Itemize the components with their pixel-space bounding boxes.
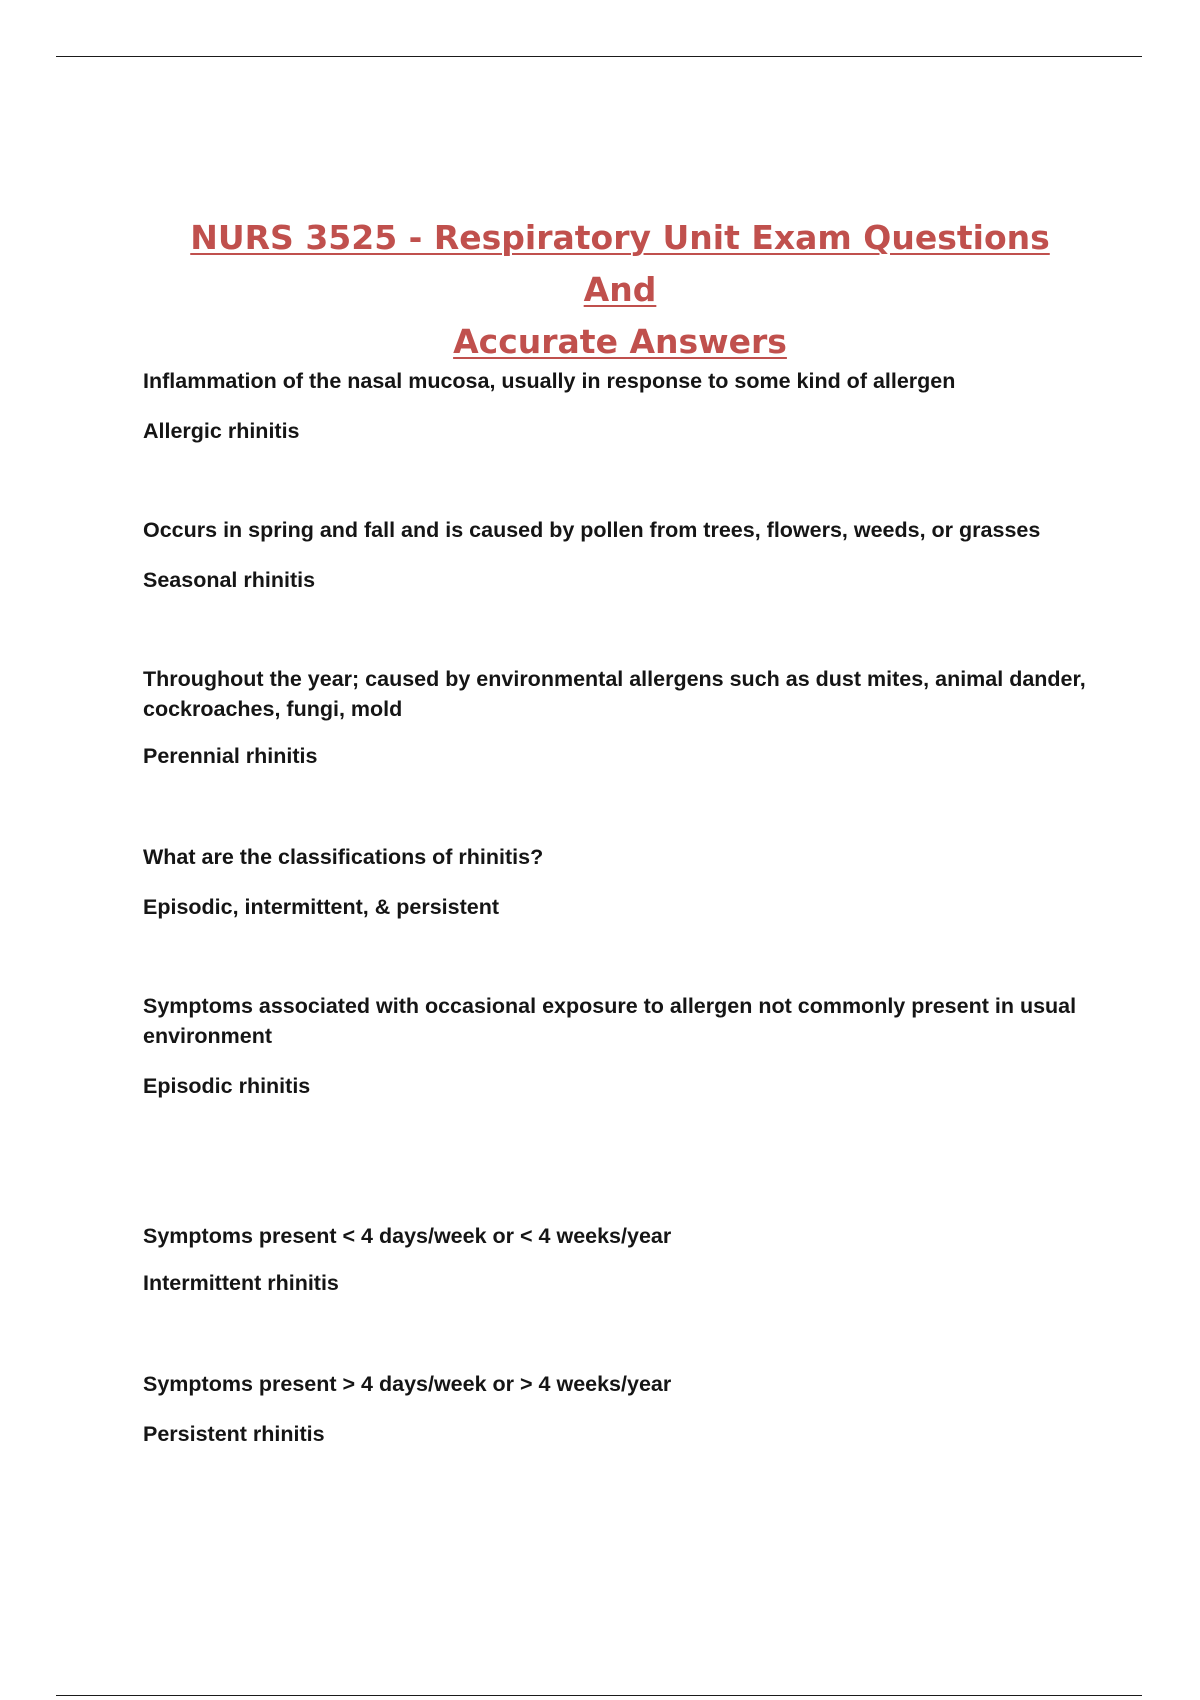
answer-text: Persistent rhinitis — [143, 1422, 325, 1446]
qa-item-5 — [143, 991, 1088, 1101]
document-title — [150, 212, 1090, 368]
answer-text: Episodic, intermittent, & persistent — [143, 895, 499, 919]
qa-item-4 — [143, 842, 1088, 922]
answer-text: Episodic rhinitis — [143, 1074, 311, 1098]
document-title-line-1: NURS 3525 - Respiratory Unit Exam Questions And — [190, 218, 1050, 310]
document-title-line-2: Accurate Answers — [453, 322, 787, 362]
header-rule — [56, 56, 1142, 57]
question-text: What are the classifications of rhinitis? — [143, 845, 544, 869]
qa-item-2 — [143, 515, 1088, 595]
question-text: Inflammation of the nasal mucosa, usually in response to some kind of allergen — [143, 369, 956, 393]
question-text: Symptoms present < 4 days/week or < 4 weeks/year — [143, 1224, 672, 1248]
question-text: Throughout the year; caused by environmental allergens such as dust mites, animal dander, cockroaches, fungi, mold — [143, 667, 1086, 721]
qa-item-6 — [143, 1221, 1088, 1298]
question-text: Symptoms present > 4 days/week or > 4 weeks/year — [143, 1372, 672, 1396]
qa-item-1 — [143, 366, 1088, 446]
answer-text: Allergic rhinitis — [143, 419, 300, 443]
qa-item-7 — [143, 1369, 1088, 1449]
answer-text: Intermittent rhinitis — [143, 1271, 339, 1295]
question-text: Symptoms associated with occasional exposure to allergen not commonly present in usual environment — [143, 994, 1077, 1048]
footer-rule — [56, 1695, 1142, 1696]
answer-text: Perennial rhinitis — [143, 744, 318, 768]
answer-text: Seasonal rhinitis — [143, 568, 316, 592]
question-text: Occurs in spring and fall and is caused by pollen from trees, flowers, weeds, or grasses — [143, 518, 1041, 542]
qa-item-3 — [143, 664, 1088, 771]
